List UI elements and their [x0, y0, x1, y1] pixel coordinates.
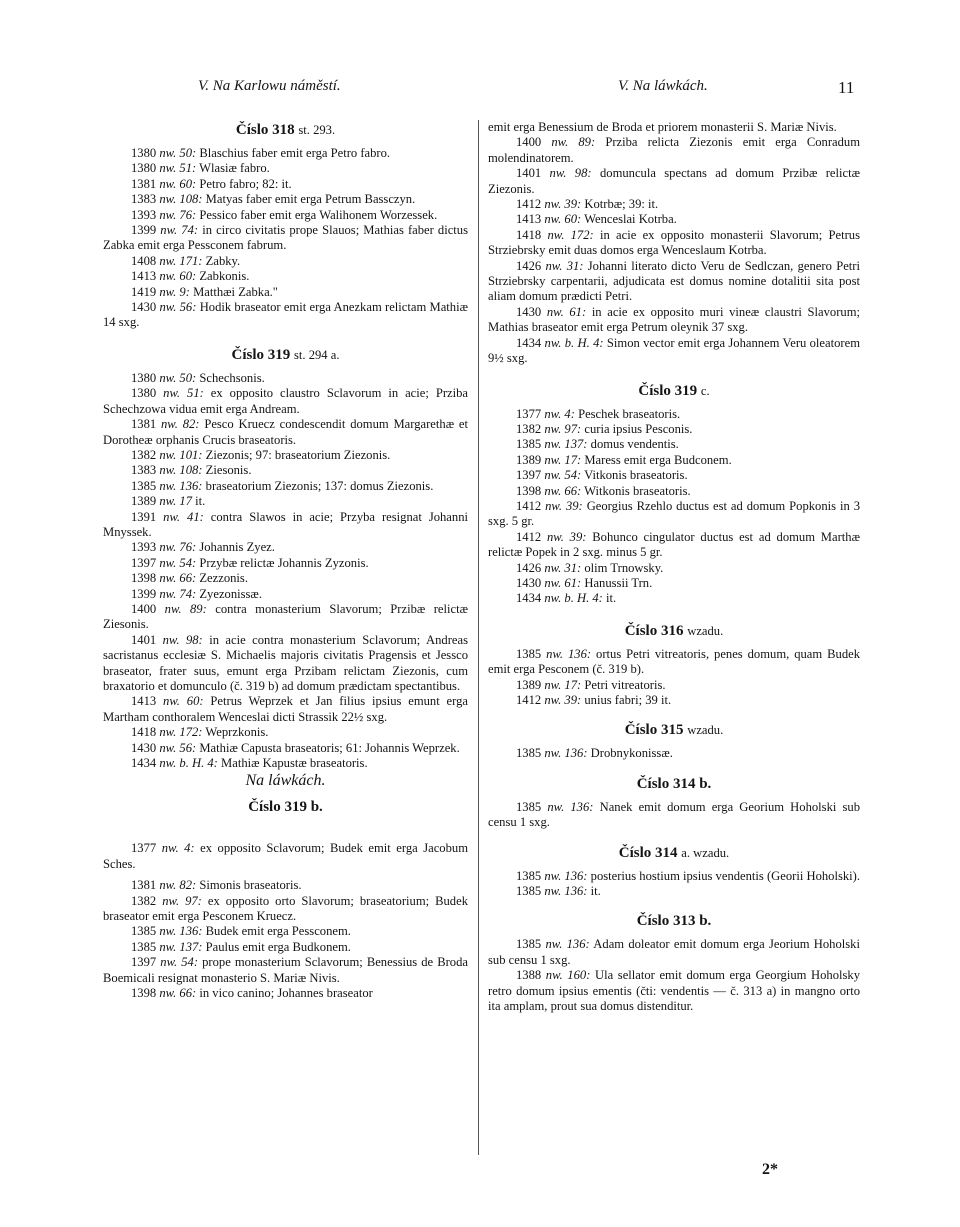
entry-text: Paulus emit erga Budkonem. — [205, 939, 351, 954]
entry-year: 1385 — [516, 937, 542, 952]
entry-text: Johannis Zyez. — [199, 540, 275, 555]
entry-text: ortus Petri vitreatoris, penes domum, quam Budek emit erga Pesconem (č. 319 b). — [488, 646, 861, 677]
entry-year: 1430 — [516, 304, 542, 319]
record-entry — [103, 556, 468, 571]
entry-reference: nw. 171: — [159, 253, 203, 268]
entry-reference: nw. 137: — [544, 437, 588, 452]
column-divider — [478, 120, 479, 1155]
entry-reference: nw. 74: — [160, 223, 199, 238]
record-entry — [103, 269, 468, 284]
record-entry — [488, 422, 860, 437]
entry-reference: nw. 60: — [159, 176, 197, 191]
entry-text: Prziba relicta Ziezonis emit erga Conradum molendinatorem. — [488, 135, 860, 165]
record-entry — [488, 884, 860, 899]
entry-reference: nw. 136: — [159, 924, 203, 939]
entry-text: Wenceslai Kotrba. — [584, 212, 677, 227]
record-entry — [103, 448, 468, 463]
entry-reference: nw. 60: — [544, 212, 582, 227]
entry-reference: nw. 101: — [159, 447, 203, 462]
entry-text: in acie ex opposito monasterii Slavorum; Petrus Strziebrsky emit duas domos erga Wenceslaum Kotrba. — [488, 227, 860, 258]
record-entry — [103, 192, 468, 207]
entry-text: Bohunco cingulator ductus est ad domum Marthæ relictæ Popek in 2 sxg. minus 5 gr. — [488, 529, 860, 560]
entry-text: Vitkonis braseatoris. — [584, 468, 688, 483]
entry-reference: nw. 4: — [544, 406, 575, 421]
record-entry — [103, 878, 468, 893]
entry-year: 1389 — [516, 452, 542, 467]
entry-text: Petro fabro; 82: it. — [199, 176, 292, 191]
entry-text: it. — [606, 591, 617, 606]
entry-reference: nw. 56: — [159, 300, 197, 315]
entry-reference: nw. 108: — [159, 463, 203, 478]
entry-reference: nw. 39: — [544, 197, 582, 212]
entry-year: 1380 — [131, 146, 157, 160]
record-entry — [103, 756, 468, 771]
entry-year: 1391 — [131, 509, 157, 524]
entry-year: 1385 — [516, 746, 542, 761]
section-location: wzadu. — [687, 723, 724, 738]
entry-year: 1389 — [131, 494, 157, 509]
record-entry — [488, 530, 860, 561]
entry-reference: nw. 54: — [159, 555, 197, 570]
record-entry — [103, 223, 468, 254]
section-number: Číslo 319 — [231, 346, 291, 363]
entry-text: Budek emit erga Pessconem. — [205, 924, 351, 939]
section-location: st. 294 a. — [294, 347, 340, 362]
record-entry — [488, 499, 860, 530]
entry-text: Zabky. — [205, 253, 241, 268]
entry-reference: nw. 136: — [159, 478, 203, 493]
entry-reference: nw. 39: — [546, 529, 587, 544]
record-entry — [488, 259, 860, 305]
entry-text: Matyas faber emit erga Petrum Bassczyn. — [205, 192, 416, 207]
running-header-left: V. Na Karlowu náměstí. — [198, 78, 341, 94]
record-entry — [488, 197, 860, 212]
record-entry — [103, 940, 468, 955]
section-number: Číslo 315 — [624, 722, 684, 739]
entry-reference: nw. 31: — [544, 560, 582, 575]
record-entry — [103, 725, 468, 740]
signature-mark: 2* — [762, 1161, 778, 1178]
entry-text: Wlasiæ fabro. — [199, 161, 270, 176]
entry-text: Maress emit erga Budconem. — [584, 452, 732, 467]
entry-year: 1380 — [131, 161, 157, 176]
entry-text: Adam doleator emit domum erga Jeorium Hoholski sub censu 1 sxg. — [488, 937, 860, 967]
entry-year: 1382 — [516, 421, 542, 436]
entry-reference: nw. 9: — [159, 284, 190, 299]
entry-year: 1385 — [516, 646, 542, 661]
section-heading — [488, 843, 860, 863]
entry-year: 1377 — [131, 841, 157, 856]
entry-reference: nw. 51: — [163, 386, 204, 401]
entry-year: 1380 — [131, 386, 157, 401]
entry-text: in vico canino; Johannes braseator — [199, 986, 373, 1001]
entry-year: 1413 — [131, 694, 157, 709]
record-entry — [488, 937, 860, 968]
entry-reference: nw. 17: — [544, 452, 582, 467]
entry-text: ex opposito claustro Sclavorum in acie; Prziba Schechzowa vidua emit erga Andream. — [103, 386, 468, 416]
record-entry — [103, 463, 468, 478]
entry-reference: nw. 54: — [544, 468, 582, 483]
running-header-center: V. Na láwkách. — [618, 78, 708, 94]
entry-reference: nw. 61: — [546, 304, 587, 319]
record-entry — [488, 561, 860, 576]
record-entry — [103, 602, 468, 633]
entry-reference: nw. 108: — [159, 192, 203, 207]
entry-year: 1430 — [131, 740, 157, 755]
entry-continuation: emit erga Benessium de Broda et priorem monasterii S. Mariæ Nivis. — [488, 120, 837, 134]
entry-reference: nw. 136: — [544, 746, 588, 761]
entry-text: Matthæi Zabka." — [193, 284, 278, 299]
entry-text: Drobnykonissæ. — [590, 746, 673, 761]
entry-text: Pesco Kruecz condescendit domum Margarethæ et Dorotheæ orphanis Crucis braseatoris. — [103, 417, 468, 447]
record-entry — [488, 336, 860, 367]
entry-reference: nw. 50: — [159, 370, 197, 385]
record-entry — [103, 510, 468, 541]
entry-reference: nw. 98: — [162, 632, 203, 647]
entry-text: Pessico faber emit erga Walihonem Worzessek. — [199, 207, 438, 222]
entry-year: 1412 — [516, 197, 542, 212]
entry-reference: nw. 98: — [549, 166, 592, 181]
record-entry — [103, 587, 468, 602]
entry-text: Johanni literato dicto Veru de Sedlczan, genero Petri Strziebrsky carpentarii, adjudicata est domus nomine dotalitii sita post aliam domum prædicti Petri. — [488, 258, 860, 304]
record-entry — [488, 591, 860, 606]
record-entry — [103, 371, 468, 386]
record-entry — [488, 212, 860, 227]
record-entry — [103, 694, 468, 725]
entry-reference: nw. 76: — [159, 207, 197, 222]
entry-year: 1430 — [516, 575, 542, 590]
entry-text: Kotrbæ; 39: it. — [584, 197, 659, 212]
entry-reference: nw. 56: — [159, 740, 197, 755]
entry-reference: nw. 136: — [544, 884, 588, 899]
entry-text: Petrus Weprzek et Jan filius ipsius emunt erga Martham conthoralem Wenceslai dicti Strassik 22½ sxg. — [103, 694, 468, 724]
entry-year: 1401 — [131, 632, 157, 647]
entry-reference: nw. b. H. 4: — [544, 335, 604, 350]
record-entry — [488, 407, 860, 422]
entry-reference: nw. 51: — [159, 161, 197, 176]
entry-year: 1385 — [131, 939, 157, 954]
entry-reference: nw. 66: — [544, 483, 582, 498]
entry-year: 1399 — [131, 223, 157, 238]
record-entry — [488, 869, 860, 884]
entry-text: ex opposito Sclavorum; Budek emit erga Jacobum Sches. — [103, 841, 468, 871]
entry-reference: nw. b. H. 4: — [159, 756, 218, 771]
entry-year: 1385 — [516, 437, 542, 452]
entry-reference: nw. 39: — [544, 693, 582, 707]
section-heading — [103, 797, 468, 817]
entry-reference: nw. 172: — [159, 725, 203, 740]
entry-text: contra Slawos in acie; Przyba resignat Johanni Mnyssek. — [103, 509, 468, 539]
entry-reference: nw. 50: — [159, 146, 197, 160]
entry-year: 1380 — [131, 370, 157, 385]
entry-text: Zyezonissæ. — [199, 586, 262, 601]
record-entry — [488, 576, 860, 591]
record-entry — [103, 300, 468, 331]
record-entry — [488, 800, 860, 831]
record-entry — [103, 841, 468, 872]
entry-year: 1399 — [131, 586, 157, 601]
entry-reference: nw. 54: — [160, 955, 199, 970]
entry-year: 1383 — [131, 463, 157, 478]
entry-year: 1385 — [131, 924, 157, 939]
record-entry — [488, 968, 860, 1014]
entry-reference: nw. 172: — [547, 227, 594, 242]
entry-text: ex opposito orto Slavorum; braseatorium; Budek braseator emit erga Pesconem Kruecz. — [103, 893, 468, 924]
section-location: wzadu. — [687, 623, 724, 638]
section-heading — [488, 774, 860, 794]
record-entry — [103, 254, 468, 269]
entry-reference: nw. 60: — [159, 269, 197, 284]
entry-text: prope monasterium Sclavorum; Benessius de Broda Boemicali resignat monasterio S. Mariæ Nivis. — [103, 955, 468, 985]
entry-year: 1413 — [131, 269, 157, 284]
entry-text: olim Trnowsky. — [584, 560, 664, 575]
record-entry — [103, 955, 468, 986]
entry-reference: nw. 76: — [159, 540, 197, 555]
entry-text: Hodik braseator emit erga Anezkam relictam Mathiæ 14 sxg. — [103, 300, 468, 330]
entry-text: unius fabri; 39 it. — [584, 693, 672, 707]
entry-text: in acie contra monasterium Sclavorum; Andreas sacristanus ecclesiæ S. Michaelis majoris civitatis Pragensis et Jessco braseator, frater suus, emunt erga Przibam relictam Ziezonis, cum braxatorio et domunculo (č. 319 b) ad domum prædictam spectantibus. — [103, 632, 468, 693]
entry-reference: nw. 136: — [546, 646, 592, 661]
right-column — [488, 120, 860, 1014]
entry-year: 1393 — [131, 207, 157, 222]
entry-year: 1412 — [516, 693, 542, 707]
page-number: 11 — [838, 78, 855, 97]
entry-text: it. — [590, 884, 601, 899]
entry-year: 1389 — [516, 677, 542, 692]
entry-year: 1408 — [131, 253, 157, 268]
entry-reference: nw. 89: — [551, 135, 596, 150]
entry-text: it. — [195, 494, 206, 509]
entry-year: 1419 — [131, 284, 157, 299]
entry-text: braseatorium Ziezonis; 137: domus Ziezonis. — [205, 478, 434, 493]
entry-text: Petri vitreatoris. — [584, 677, 666, 692]
entry-year: 1434 — [131, 756, 157, 771]
entry-year: 1426 — [516, 560, 542, 575]
entry-year: 1377 — [516, 406, 542, 421]
section-number: Číslo 314 — [618, 844, 678, 861]
entry-text: in acie ex opposito muri vineæ claustri Slavorum; Mathias braseator emit erga Petrum oleynik 37 sxg. — [488, 304, 860, 335]
record-entry — [488, 678, 860, 693]
entry-text: Mathiæ Kapustæ braseatoris. — [221, 756, 368, 771]
entry-year: 1382 — [131, 893, 157, 908]
entry-year: 1381 — [131, 417, 157, 432]
entry-year: 1385 — [516, 868, 542, 883]
entry-year: 1381 — [131, 176, 157, 191]
entry-reference: nw. 17 — [159, 494, 192, 509]
record-entry — [103, 208, 468, 223]
entry-text: Schechsonis. — [199, 370, 265, 385]
section-number: Číslo 316 — [624, 622, 684, 639]
entry-text: Simon vector emit erga Johannem Veru oleatorem 9½ sxg. — [488, 335, 860, 366]
entry-reference: nw. 82: — [159, 878, 197, 893]
entry-year: 1382 — [131, 447, 157, 462]
entry-reference: nw. 89: — [164, 601, 207, 616]
entry-reference: nw. 61: — [544, 575, 582, 590]
record-entry — [103, 417, 468, 448]
entry-year: 1400 — [131, 601, 157, 616]
entry-year: 1398 — [131, 571, 157, 586]
entry-text: Ula sellator emit domum erga Georgium Hoholsky retro domum ipsius ementis (čti: vendentis — č. 313 a) in mangno orto ita amplam, prout sua domus distenditur. — [488, 968, 860, 1014]
record-entry — [488, 437, 860, 452]
record-entry — [103, 161, 468, 176]
entry-reference: nw. 82: — [161, 417, 200, 432]
entry-reference: nw. 41: — [163, 509, 204, 524]
entry-reference: nw. 97: — [162, 893, 202, 908]
entry-year: 1400 — [516, 135, 542, 150]
entry-reference: nw. 74: — [159, 586, 197, 601]
record-entry — [103, 924, 468, 939]
record-entry — [103, 986, 468, 1001]
section-location: st. 293. — [298, 123, 336, 137]
entry-year: 1430 — [131, 300, 157, 315]
entry-text: posterius hostium ipsius vendentis (Georii Hoholski). — [590, 868, 861, 883]
entry-year: 1381 — [131, 878, 157, 893]
record-entry — [103, 894, 468, 925]
record-entry — [103, 177, 468, 192]
record-entry — [103, 386, 468, 417]
entry-text: Witkonis braseatoris. — [584, 483, 691, 498]
entry-reference: nw. 17: — [544, 677, 582, 692]
entry-reference: nw. 66: — [159, 571, 197, 586]
section-heading — [488, 720, 860, 740]
entry-reference: nw. b. H. 4: — [544, 591, 603, 606]
section-heading — [488, 621, 860, 641]
entry-reference: nw. 66: — [159, 986, 197, 1001]
record-entry — [103, 741, 468, 756]
record-entry — [488, 305, 860, 336]
entry-reference: nw. 97: — [544, 421, 582, 436]
entry-text: Zabkonis. — [199, 269, 250, 284]
entry-year: 1385 — [516, 884, 542, 899]
entry-year: 1398 — [131, 986, 157, 1001]
record-entry — [488, 453, 860, 468]
entry-year: 1397 — [131, 955, 157, 970]
entry-year: 1397 — [516, 468, 542, 483]
record-entry — [488, 166, 860, 197]
entry-year: 1398 — [516, 483, 542, 498]
section-heading — [103, 120, 468, 140]
entry-text: Georgius Rzehlo ductus est ad domum Popkonis in 3 sxg. 5 gr. — [488, 498, 860, 529]
entry-year: 1426 — [516, 258, 542, 273]
entry-text: Przybæ relictæ Johannis Zyzonis. — [199, 555, 369, 570]
section-number: Číslo 319 — [638, 382, 698, 399]
section-number: Číslo 314 b. — [636, 775, 712, 792]
entry-year: 1401 — [516, 166, 542, 181]
entry-reference: nw. 39: — [545, 498, 583, 513]
record-entry — [103, 146, 468, 161]
entry-reference: nw. 136: — [547, 799, 594, 814]
entry-text: Ziezonis; 97: braseatorium Ziezonis. — [205, 447, 391, 462]
entry-text: contra monasterium Slavorum; Przibæ relictæ Ziesonis. — [103, 601, 468, 632]
entry-text: Hanussii Trn. — [584, 575, 653, 590]
entry-reference: nw. 136: — [545, 937, 590, 952]
record-entry — [488, 228, 860, 259]
entry-year: 1418 — [516, 227, 542, 242]
record-entry — [488, 484, 860, 499]
entry-year: 1412 — [516, 498, 542, 513]
entry-text: curia ipsius Pesconis. — [584, 421, 693, 436]
entry-reference: nw. 31: — [545, 258, 584, 273]
entry-year: 1388 — [516, 968, 542, 983]
record-entry — [103, 494, 468, 509]
section-number: Číslo 318 — [235, 122, 295, 138]
entry-year: 1383 — [131, 192, 157, 207]
section-number: Číslo 319 b. — [248, 799, 323, 816]
record-entry — [488, 647, 860, 678]
section-heading — [488, 381, 860, 401]
record-entry — [103, 285, 468, 300]
section-heading — [103, 345, 468, 365]
entry-text: Peschek braseatoris. — [578, 406, 681, 421]
entry-text: Mathiæ Capusta braseatoris; 61: Johannis Weprzek. — [199, 740, 460, 755]
entry-reference: nw. 60: — [163, 694, 204, 709]
record-entry — [103, 571, 468, 586]
entry-year: 1434 — [516, 591, 542, 606]
entry-text: Simonis braseatoris. — [199, 878, 302, 893]
entry-year: 1434 — [516, 335, 542, 350]
entry-year: 1412 — [516, 529, 542, 544]
entry-text: domus vendentis. — [590, 437, 679, 452]
entry-text: Ziesonis. — [205, 463, 252, 478]
record-entry — [103, 479, 468, 494]
record-entry — [488, 135, 860, 166]
subsection-heading: Na láwkách. — [245, 772, 326, 790]
entry-year: 1413 — [516, 212, 542, 227]
entry-year: 1393 — [131, 540, 157, 555]
record-entry — [103, 540, 468, 555]
entry-text: Zezzonis. — [199, 571, 248, 586]
entry-text: Weprzkonis. — [205, 725, 269, 740]
entry-text: domuncula spectans ad domum Przibæ relictæ Ziezonis. — [488, 166, 860, 196]
record-entry — [488, 468, 860, 483]
left-column — [103, 120, 468, 1002]
entry-reference: nw. 4: — [161, 841, 195, 856]
record-entry — [488, 693, 860, 708]
entry-year: 1385 — [516, 799, 542, 814]
entry-reference: nw. 160: — [545, 968, 591, 983]
entry-year: 1418 — [131, 725, 157, 740]
section-heading — [488, 911, 860, 931]
section-location: a. wzadu. — [681, 845, 730, 860]
section-location: c. — [700, 383, 710, 398]
record-entry — [488, 746, 860, 761]
entry-reference: nw. 136: — [544, 868, 588, 883]
entry-reference: nw. 137: — [159, 939, 203, 954]
entry-text: Nanek emit domum erga Georium Hoholski sub censu 1 sxg. — [488, 799, 860, 830]
entry-text: in circo civitatis prope Slauos; Mathias faber dictus Zabka emit erga Pessconem fabrum. — [103, 223, 468, 253]
entry-text: Blaschius faber emit erga Petro fabro. — [199, 146, 391, 160]
section-number: Číslo 313 b. — [636, 913, 712, 930]
entry-year: 1397 — [131, 555, 157, 570]
entry-year: 1385 — [131, 478, 157, 493]
record-entry — [103, 633, 468, 695]
